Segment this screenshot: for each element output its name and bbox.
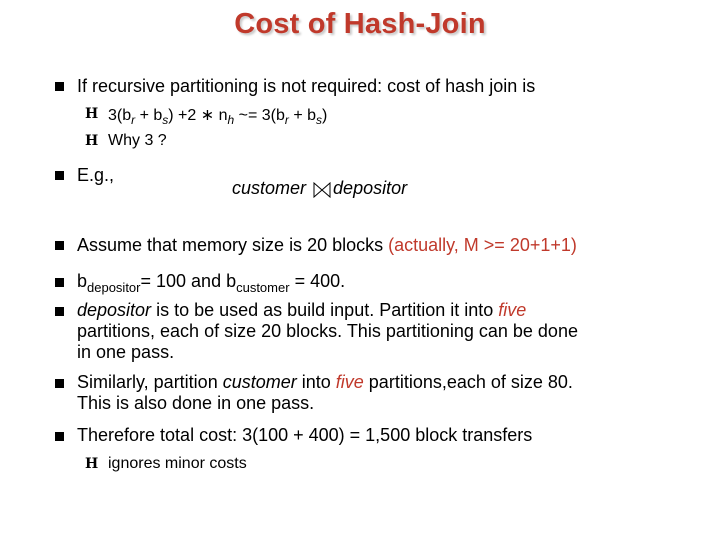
into-text: into <box>296 372 336 392</box>
square-bullet-icon <box>55 82 64 91</box>
formula-subscript-r: r <box>284 113 289 127</box>
relation-customer: customer <box>232 178 307 198</box>
square-bullet-icon <box>55 432 64 441</box>
formula-subscript-h: h <box>227 113 235 127</box>
square-bullet-icon <box>55 379 64 388</box>
square-bullet-icon <box>55 241 64 250</box>
sub-bullet-why-3: Why 3 ? <box>108 132 167 149</box>
h-arrow-bullet-icon: H <box>85 456 99 472</box>
formula-subscript-s: s <box>316 113 323 127</box>
formula-part: ) +2 ∗ n <box>168 107 228 124</box>
customer-italic: customer <box>222 372 297 392</box>
block-count-b: b <box>77 271 88 291</box>
h-arrow-bullet-icon: H <box>85 106 99 122</box>
formula-subscript-s: s <box>162 113 169 127</box>
bullet-hash-join-cost: If recursive partitioning is not required: cost of hash join is <box>77 76 536 96</box>
five-highlight: five <box>335 372 364 392</box>
build-input-text: is to be used as build input. Partition it into <box>151 300 499 320</box>
formula-part: + b <box>288 107 317 124</box>
depositor-italic: depositor <box>77 300 152 320</box>
formula-part: + b <box>135 107 163 124</box>
relation-depositor: depositor <box>333 178 408 198</box>
block-count-end: = 400. <box>289 271 346 291</box>
square-bullet-icon <box>55 171 64 180</box>
formula-part: 3(b <box>108 107 132 124</box>
h-arrow-bullet-icon: H <box>85 133 99 149</box>
block-count-middle: = 100 and b <box>140 271 237 291</box>
square-bullet-icon <box>55 278 64 287</box>
memory-size-text: Assume that memory size is 20 blocks <box>77 235 389 255</box>
formula-part: ~= 3(b <box>234 107 285 124</box>
sub-bullet-minor-costs: ignores minor costs <box>108 455 247 472</box>
sub-bullet-cost-formula <box>108 105 327 127</box>
subscript-depositor: depositor <box>87 280 141 295</box>
bullet-total-cost: Therefore total cost: 3(100 + 400) = 1,500 block transfers <box>77 425 533 445</box>
memory-size-note: (actually, M >= 20+1+1) <box>388 235 577 255</box>
slide-title: Cost of Hash-Join <box>234 8 486 40</box>
bullet-example-label: E.g., <box>77 165 115 185</box>
bullet-customer-partition <box>77 372 677 414</box>
join-expression <box>232 178 407 199</box>
one-pass-line: This is also done in one pass. <box>77 393 315 413</box>
formula-part: ) <box>322 107 328 124</box>
formula-subscript-r: r <box>131 113 136 127</box>
similarly-text: Similarly, partition <box>77 372 223 392</box>
natural-join-icon <box>313 182 331 198</box>
square-bullet-icon <box>55 307 64 316</box>
bullet-memory-size <box>77 235 577 256</box>
five-highlight: five <box>498 300 527 320</box>
partitions-size-text: partitions,each of size 80. <box>363 372 573 392</box>
partitions-line: partitions, each of size 20 blocks. This partitioning can be done <box>77 321 578 341</box>
subscript-customer: customer <box>236 280 290 295</box>
bullet-block-counts <box>77 271 345 295</box>
one-pass-line: in one pass. <box>77 342 175 362</box>
bullet-depositor-partition <box>77 300 677 363</box>
